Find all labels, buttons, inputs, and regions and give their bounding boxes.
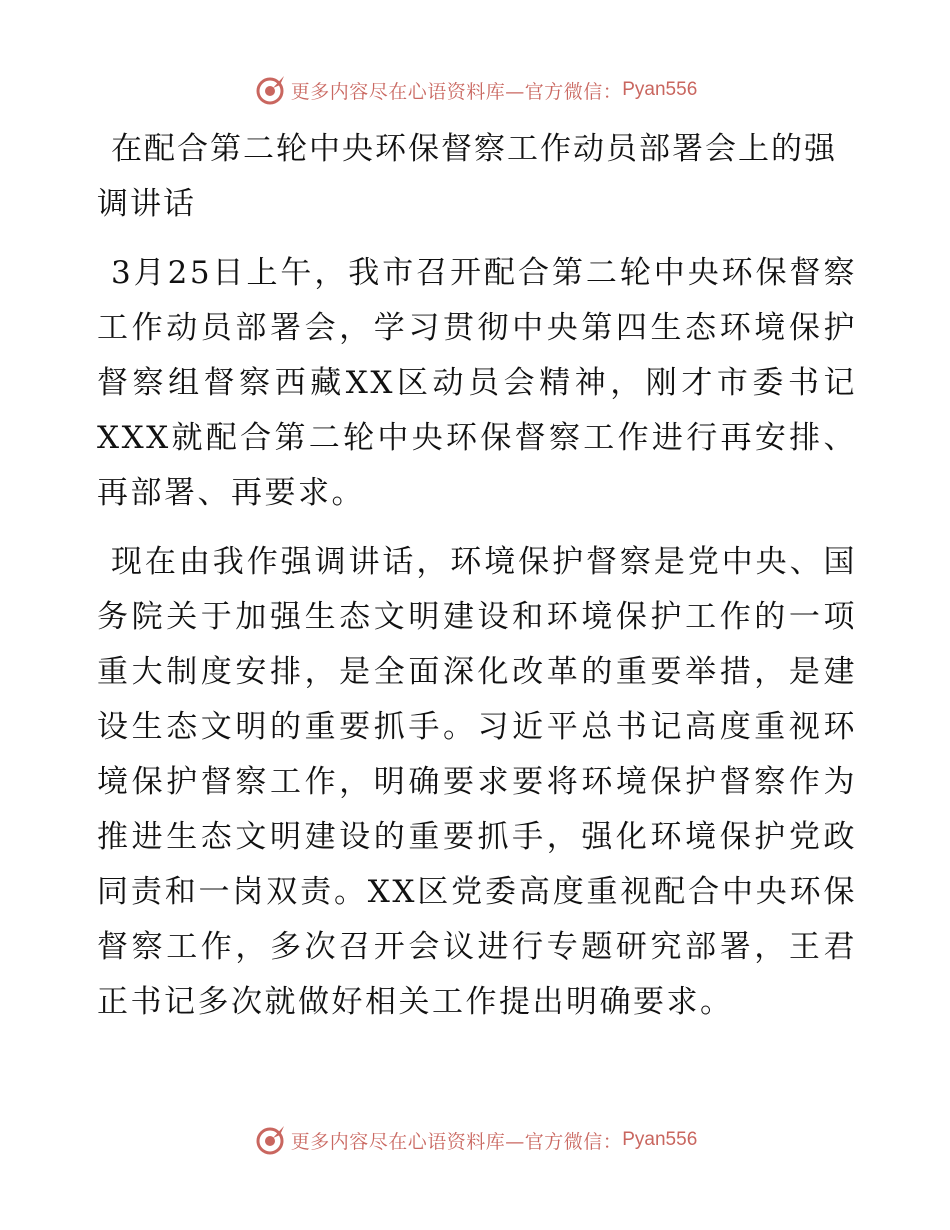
header-banner: [0, 70, 950, 110]
document-title: 在配合第二轮中央环保督察工作动员部署会上的强调讲话: [97, 131, 837, 222]
footer-banner: [0, 1120, 950, 1160]
wechat-id: Pyan556: [622, 79, 698, 100]
wechat-id: Pyan556: [622, 1129, 698, 1150]
paragraph-1: 3月25日上午，我市召开配合第二轮中央环保督察工作动员部署会，学习贯彻中央第四生态环境保护督察组督察西藏XX区动员会精神，刚才市委书记XXX就配合第二轮中央环保督察工作进行再安排、再部署、再要求。: [97, 255, 857, 511]
banner-text: 更多内容尽在心语资料库—官方微信：: [290, 1130, 623, 1153]
quill-pen-circle-icon: [253, 1123, 287, 1157]
banner-text: 更多内容尽在心语资料库—官方微信：: [290, 80, 623, 103]
paragraph-2: 现在由我作强调讲话，环境保护督察是党中央、国务院关于加强生态文明建设和环境保护工作的一项重大制度安排，是全面深化改革的重要举措，是建设生态文明的重要抓手。习近平总书记高度重视环境保护督察工作，明确要求要将环境保护督察作为推进生态文明建设的重要抓手，强化环境保护党政同责和一岗双责。XX区党委高度重视配合中央环保督察工作，多次召开会议进行专题研究部署，王君正书记多次就做好相关工作提出明确要求。: [97, 544, 857, 1020]
document-body: [97, 122, 857, 1044]
quill-pen-circle-icon: [253, 73, 287, 107]
